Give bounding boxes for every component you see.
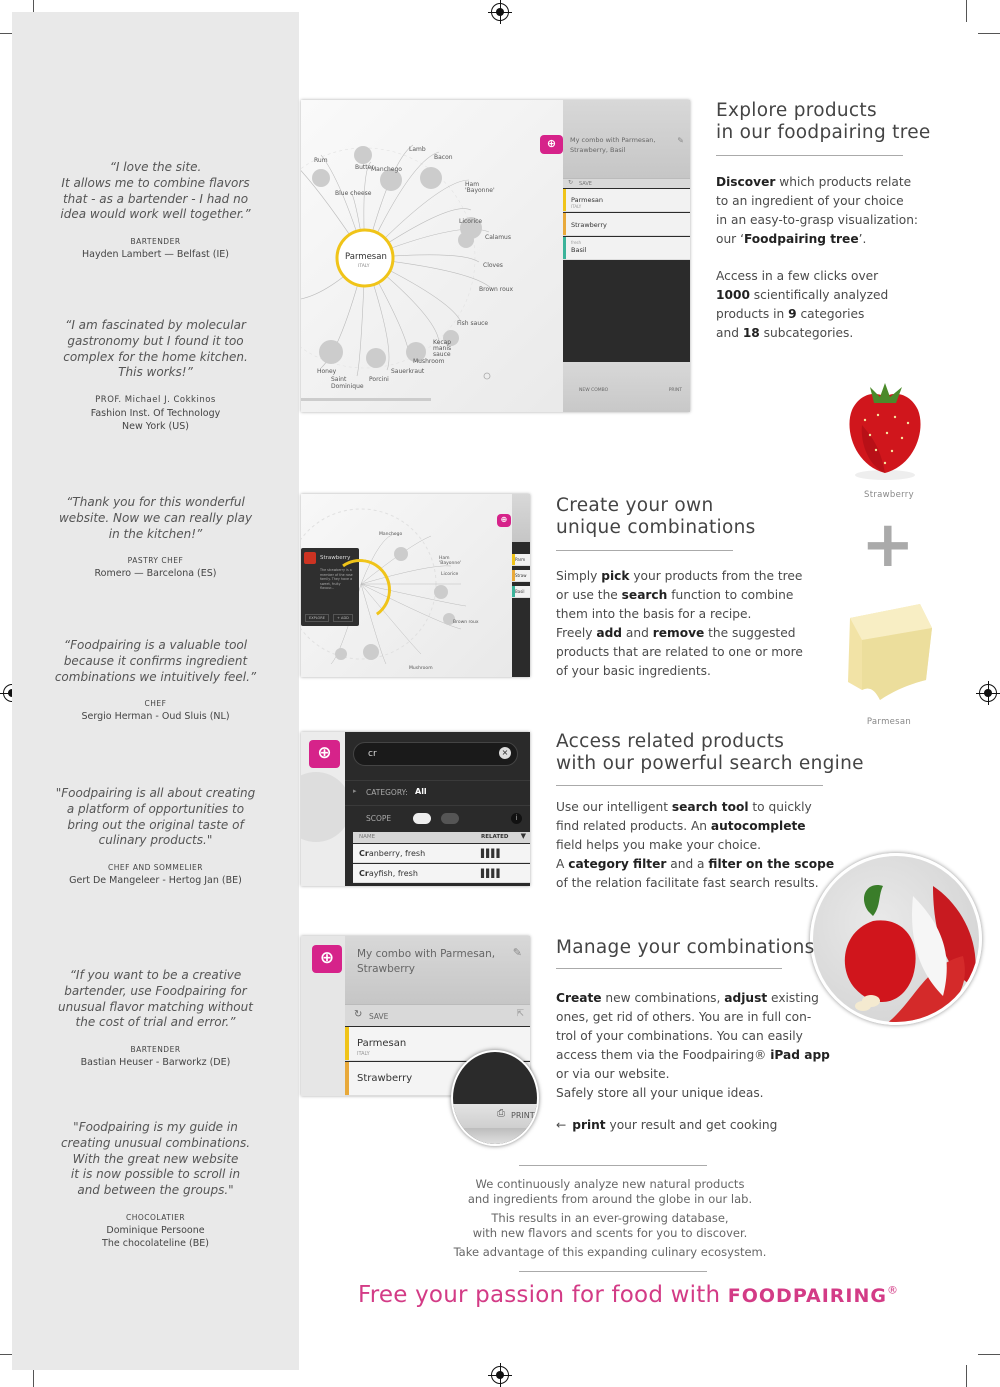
tree-node: Fish sauce bbox=[457, 320, 489, 327]
strawberry-photo bbox=[810, 853, 982, 1025]
testimonial bbox=[12, 160, 299, 261]
result-row[interactable] bbox=[353, 844, 530, 863]
testimonial-author: Dominique Persoone The chocolateline (BE) bbox=[102, 1224, 209, 1249]
results-header bbox=[353, 832, 530, 843]
combo-item[interactable] bbox=[512, 570, 530, 582]
combo-item-name: Basil bbox=[571, 246, 587, 254]
combo-panel-footer bbox=[563, 362, 690, 412]
zoom-icon[interactable]: ⊕ bbox=[312, 945, 342, 973]
testimonial bbox=[12, 638, 299, 723]
category-filter[interactable] bbox=[345, 780, 530, 804]
testimonial bbox=[12, 786, 299, 887]
bottom-line-3: Take advantage of this expanding culinary ecosystem. bbox=[453, 1245, 767, 1259]
relation-bars-icon: ▌▌▌▌ bbox=[481, 849, 502, 858]
tree-node: Licorice bbox=[441, 572, 459, 577]
tree-node: Blue cheese bbox=[335, 190, 372, 197]
print-button[interactable]: PRINT bbox=[668, 388, 682, 393]
crop-mark bbox=[978, 1354, 1000, 1355]
scope-label: SCOPE bbox=[366, 814, 392, 823]
rich-text: Simply bbox=[556, 569, 602, 583]
explore-paragraph-1 bbox=[716, 173, 918, 249]
strawberry-icon bbox=[840, 375, 930, 485]
edit-icon[interactable]: ✎ bbox=[512, 946, 522, 959]
col-name: NAME bbox=[359, 834, 376, 840]
tree-node: Honey bbox=[317, 368, 337, 375]
testimonial-author: Bastian Heuser - Barworkz (DE) bbox=[80, 1057, 231, 1069]
combo-item-name: Parm bbox=[515, 557, 526, 562]
tree-node: Licorice bbox=[459, 218, 483, 225]
zoom-icon[interactable]: ⊕ bbox=[540, 135, 563, 154]
manage-heading: Manage your combinations bbox=[556, 937, 815, 958]
tree-node: Rum bbox=[314, 157, 328, 164]
tree-center-sublabel: ITALY bbox=[358, 264, 370, 269]
testimonial-quote: “I love the site. It allows me to combine flavors that - as a bartender - I had no idea would work well together.” bbox=[60, 160, 251, 222]
category-label: CATEGORY: bbox=[366, 788, 408, 797]
tree-screenshot bbox=[301, 100, 690, 412]
rich-text: adjust bbox=[724, 991, 768, 1005]
rich-text: add bbox=[596, 626, 623, 640]
rich-text: remove bbox=[652, 626, 705, 640]
combo-item[interactable] bbox=[563, 189, 690, 212]
category-value: All bbox=[415, 787, 427, 796]
tree-node: Mushroom bbox=[413, 358, 445, 365]
tree-node: Manchego bbox=[379, 532, 403, 537]
combo-item[interactable] bbox=[563, 237, 690, 260]
combo-item-sub: ITALY bbox=[357, 1051, 370, 1057]
testimonial-sidebar bbox=[12, 12, 299, 1370]
divider bbox=[556, 785, 823, 786]
rich-text: scientifically analyzed products in bbox=[716, 288, 889, 321]
search-query: cr bbox=[368, 749, 377, 759]
divider bbox=[519, 1165, 707, 1166]
create-heading: Create your own unique combinations bbox=[556, 495, 756, 538]
tree-node: Manchego bbox=[371, 166, 402, 173]
combo-item-name: Strawberry bbox=[357, 1073, 413, 1084]
bottom-text bbox=[440, 1177, 780, 1260]
testimonial-author: Hayden Lambert — Belfast (IE) bbox=[82, 249, 229, 261]
testimonial-role: BARTENDER bbox=[130, 1045, 181, 1055]
tree-node: Lamb bbox=[409, 146, 426, 153]
combo-title: My combo with Parmesan, Strawberry bbox=[357, 948, 496, 975]
create-screenshot bbox=[301, 494, 530, 677]
rich-text: which products relate to an ingredient of your choice in an easy-to-grasp visualization: our ‘ bbox=[716, 175, 919, 246]
testimonial bbox=[12, 495, 299, 580]
combo-item-color bbox=[345, 1062, 349, 1095]
rich-text: ’. bbox=[858, 232, 867, 246]
rich-text: your products from the tree or use the bbox=[556, 569, 803, 602]
edit-icon[interactable]: ✎ bbox=[677, 136, 684, 145]
search-input[interactable] bbox=[353, 742, 518, 766]
rich-text: and a bbox=[666, 857, 709, 871]
combo-panel bbox=[563, 100, 690, 412]
combo-title: My combo with Parmesan, Strawberry, Basil bbox=[570, 136, 656, 154]
result-row[interactable] bbox=[353, 864, 530, 883]
bottom-line-2: This results in an ever-growing database, with new flavors and scents for you to discover. bbox=[472, 1211, 748, 1240]
combo-item-color bbox=[563, 237, 566, 259]
print-bar[interactable] bbox=[453, 1104, 537, 1128]
testimonial-role: CHOCOLATIER bbox=[125, 1212, 186, 1222]
combo-panel-header bbox=[563, 100, 690, 178]
arrow-left-icon: ← bbox=[556, 1118, 567, 1132]
clear-icon[interactable]: × bbox=[499, 747, 511, 759]
rich-text: print bbox=[572, 1118, 606, 1132]
rich-text: existing ones, get rid of others. You are in full con- trol of your combinations. You can easily access them via the Foodpairing® bbox=[556, 991, 819, 1062]
result-name bbox=[359, 849, 425, 858]
rich-text: and bbox=[622, 626, 653, 640]
refresh-icon: ↻ bbox=[354, 1009, 363, 1020]
testimonial-role: PROF. Michael J. Cokkinos bbox=[95, 395, 216, 406]
testimonial-author: Fashion Inst. Of Technology New York (US) bbox=[90, 408, 221, 433]
testimonial bbox=[12, 318, 299, 433]
combo-item-name: Straw bbox=[515, 573, 527, 578]
combo-panel-header bbox=[512, 494, 530, 542]
combo-item-color bbox=[563, 213, 566, 235]
divider bbox=[556, 968, 782, 969]
tree-node: Brown roux bbox=[479, 286, 514, 293]
combo-item-color bbox=[563, 189, 566, 211]
new-combo-button[interactable]: NEW COMBO bbox=[579, 388, 609, 393]
tree-node: Calamus bbox=[485, 234, 511, 241]
rich-text: autocomplete bbox=[710, 819, 806, 833]
rich-text: search tool bbox=[671, 800, 749, 814]
col-related[interactable]: RELATED bbox=[481, 834, 509, 840]
divider bbox=[556, 550, 733, 551]
divider bbox=[519, 1271, 707, 1272]
rich-text: ayfish, fresh bbox=[368, 869, 418, 878]
rich-text: field helps you make your choice. A bbox=[556, 838, 761, 871]
save-bar[interactable] bbox=[563, 178, 690, 188]
combo-item[interactable] bbox=[512, 586, 530, 598]
explore-button[interactable]: EXPLORE bbox=[305, 614, 329, 622]
testimonial-quote: “If you want to be a creative bartender, use Foodpairing for unusual flavor matching without the cost of trial and error.” bbox=[58, 968, 253, 1030]
search-panel bbox=[345, 732, 530, 886]
search-heading: Access related products with our powerful search engine bbox=[556, 731, 864, 774]
testimonial-quote: “Thank you for this wonderful website. Now we can really play in the kitchen!” bbox=[58, 495, 253, 541]
testimonial-author: Romero — Barcelona (ES) bbox=[94, 568, 217, 580]
testimonial-author: Sergio Herman - Oud Sluis (NL) bbox=[81, 711, 230, 723]
zoom-icon[interactable]: ⊕ bbox=[309, 740, 340, 768]
tree-node: Brown roux bbox=[453, 620, 479, 625]
testimonial-quote: "Foodpairing is my guide in creating unusual combinations. With the great new website it is now possible to scroll in and between the groups." bbox=[60, 1120, 251, 1198]
tree-node: Ham 'Bayonne' bbox=[439, 556, 462, 566]
export-icon[interactable]: ⇱ bbox=[516, 1009, 524, 1019]
tree-center-label: Parmesan bbox=[345, 252, 387, 262]
foodpairing-tree-icon bbox=[301, 100, 563, 412]
zoom-icon[interactable]: ⊕ bbox=[497, 514, 511, 527]
rich-text: your result and get cooking bbox=[605, 1118, 778, 1132]
rich-text: or via our website. Safely store all your unique ideas. bbox=[556, 1067, 764, 1100]
tree-node: Cloves bbox=[483, 262, 503, 269]
testimonial bbox=[12, 1120, 299, 1250]
rich-text: Foodpairing tree bbox=[743, 232, 859, 246]
combo-item[interactable] bbox=[563, 213, 690, 236]
rich-text: Discover bbox=[716, 175, 776, 189]
combo-item-name: Parmesan bbox=[357, 1038, 407, 1049]
crop-mark bbox=[978, 33, 1000, 34]
testimonial-author: Gert De Mangeleer - Hertog Jan (BE) bbox=[69, 875, 242, 887]
combo-item-name: Basil bbox=[515, 589, 525, 594]
rich-text: subcategories. bbox=[759, 326, 854, 340]
popup-text: The strawberry is a member of the rose family. They have a sweet, fruity flavour... bbox=[320, 568, 353, 590]
testimonial-quote: “I am fascinated by molecular gastronomy but I found it too complex for the home kitchen. This works!” bbox=[63, 318, 248, 380]
rich-text: category filter bbox=[568, 857, 667, 871]
tree-node: Saint Dominique bbox=[331, 376, 364, 390]
tree-node: Bacon bbox=[434, 154, 453, 161]
tree-node: Ham 'Bayonne' bbox=[465, 181, 495, 194]
scope-toggle-on[interactable] bbox=[413, 813, 431, 824]
tree-node: Butter bbox=[355, 164, 374, 171]
product-thumb bbox=[304, 552, 316, 564]
testimonial bbox=[12, 968, 299, 1069]
testimonial-quote: "Foodpairing is all about creating a platform of opportunities to bring out the original taste of culinary products." bbox=[55, 786, 256, 848]
manage-paragraph bbox=[556, 989, 830, 1103]
chevron-right-icon: ▸ bbox=[353, 787, 357, 795]
sort-down-icon: ▼ bbox=[520, 832, 526, 840]
strawberry-caption: Strawberry bbox=[864, 490, 914, 500]
search-screenshot bbox=[301, 732, 530, 886]
rich-text: anberry, fresh bbox=[368, 849, 426, 858]
popup-title: Strawberry bbox=[320, 555, 351, 561]
combo-item-name: Strawberry bbox=[571, 221, 607, 229]
testimonial-role: CHEF AND SOMMELIER bbox=[108, 863, 203, 873]
combo-panel-header bbox=[345, 936, 530, 1004]
registered-mark: ® bbox=[886, 1283, 899, 1297]
scope-toggle-off[interactable] bbox=[441, 813, 459, 824]
print-bar-lower bbox=[453, 1128, 537, 1144]
save-bar[interactable] bbox=[345, 1004, 530, 1026]
crop-mark bbox=[966, 1365, 967, 1387]
explore-heading: Explore products in our foodpairing tree bbox=[716, 100, 931, 143]
rich-text: new combinations, bbox=[601, 991, 725, 1005]
rich-text: Cr bbox=[359, 849, 369, 858]
rich-text: search bbox=[621, 588, 668, 602]
rich-text: 9 bbox=[788, 307, 797, 321]
rich-text: 18 bbox=[742, 326, 760, 340]
scope-filter[interactable] bbox=[345, 805, 530, 831]
combo-item-color bbox=[512, 586, 515, 597]
combo-item-sub: ITALY bbox=[571, 204, 582, 209]
rich-text: categories and bbox=[716, 307, 865, 340]
rich-text: filter on the scope bbox=[708, 857, 835, 871]
rich-text: Access in a few clicks over bbox=[716, 269, 879, 283]
print-magnifier bbox=[451, 1050, 539, 1146]
rich-text: Create bbox=[556, 991, 602, 1005]
testimonial-role: BARTENDER bbox=[130, 237, 181, 247]
rich-text: Cr bbox=[359, 869, 369, 878]
testimonial-role: CHEF bbox=[144, 699, 167, 709]
combo-item-color bbox=[512, 554, 515, 565]
print-icon: ⎙ bbox=[497, 1108, 505, 1119]
create-paragraph bbox=[556, 567, 803, 681]
print-label: PRINT bbox=[511, 1111, 535, 1120]
rich-text: function to combine them into the basis for a recipe. Freely bbox=[556, 588, 794, 640]
strawberry-dish-icon bbox=[813, 856, 982, 1025]
combo-item-color bbox=[512, 570, 515, 581]
tagline bbox=[358, 1282, 898, 1308]
save-label: SAVE bbox=[369, 1012, 389, 1021]
rich-text: Use our intelligent bbox=[556, 800, 672, 814]
combo-panel bbox=[512, 494, 530, 677]
testimonial-quote: “Foodpairing is a valuable tool because it confirms ingredient combinations we intuitively feel.” bbox=[54, 638, 257, 684]
combo-item-sub: fresh bbox=[571, 240, 582, 245]
rich-text: of the relation facilitate fast search results. bbox=[556, 876, 819, 890]
bottom-line-1: We continuously analyze new natural products and ingredients from around the globe in our lab. bbox=[467, 1177, 753, 1206]
print-note bbox=[556, 1116, 777, 1135]
crop-mark bbox=[966, 0, 967, 22]
save-label: SAVE bbox=[579, 181, 592, 187]
testimonial-role: PASTRY CHEF bbox=[127, 556, 184, 566]
registration-mark-icon bbox=[979, 684, 997, 702]
add-button[interactable]: + ADD bbox=[333, 614, 353, 622]
refresh-icon: ↻ bbox=[568, 179, 574, 186]
search-paragraph bbox=[556, 798, 834, 893]
result-name bbox=[359, 869, 418, 878]
explore-paragraph-2 bbox=[716, 267, 888, 343]
registration-mark-icon bbox=[491, 1366, 509, 1384]
brand-name: FOODPAIRING bbox=[727, 1285, 887, 1307]
rich-text: pick bbox=[601, 569, 630, 583]
search-bg-tree bbox=[301, 772, 351, 842]
combo-item[interactable] bbox=[512, 554, 530, 566]
tagline-text: Free your passion for food with bbox=[358, 1282, 728, 1308]
combo-item-name: Parmesan bbox=[571, 196, 603, 204]
divider bbox=[716, 155, 903, 156]
rich-text: the suggested products that are related to one or more of your basic ingredients. bbox=[556, 626, 803, 678]
tree-node: Kecap manis sauce bbox=[433, 339, 452, 358]
tree-node: Mushroom bbox=[409, 666, 433, 671]
info-icon[interactable]: i bbox=[511, 813, 522, 824]
parmesan-icon bbox=[840, 598, 940, 708]
rich-text: iPad app bbox=[770, 1048, 830, 1062]
plus-icon: + bbox=[861, 508, 915, 582]
relation-bars-icon: ▌▌▌▌ bbox=[481, 869, 502, 878]
parmesan-caption: Parmesan bbox=[866, 717, 912, 727]
registration-mark-icon bbox=[491, 3, 509, 21]
rich-text: 1000 bbox=[716, 288, 750, 302]
tree-node: Sauerkraut bbox=[391, 368, 425, 375]
combo-item-color bbox=[345, 1027, 349, 1060]
rich-text: to quickly find related products. An bbox=[556, 800, 812, 833]
tree-node: Porcini bbox=[369, 376, 389, 383]
